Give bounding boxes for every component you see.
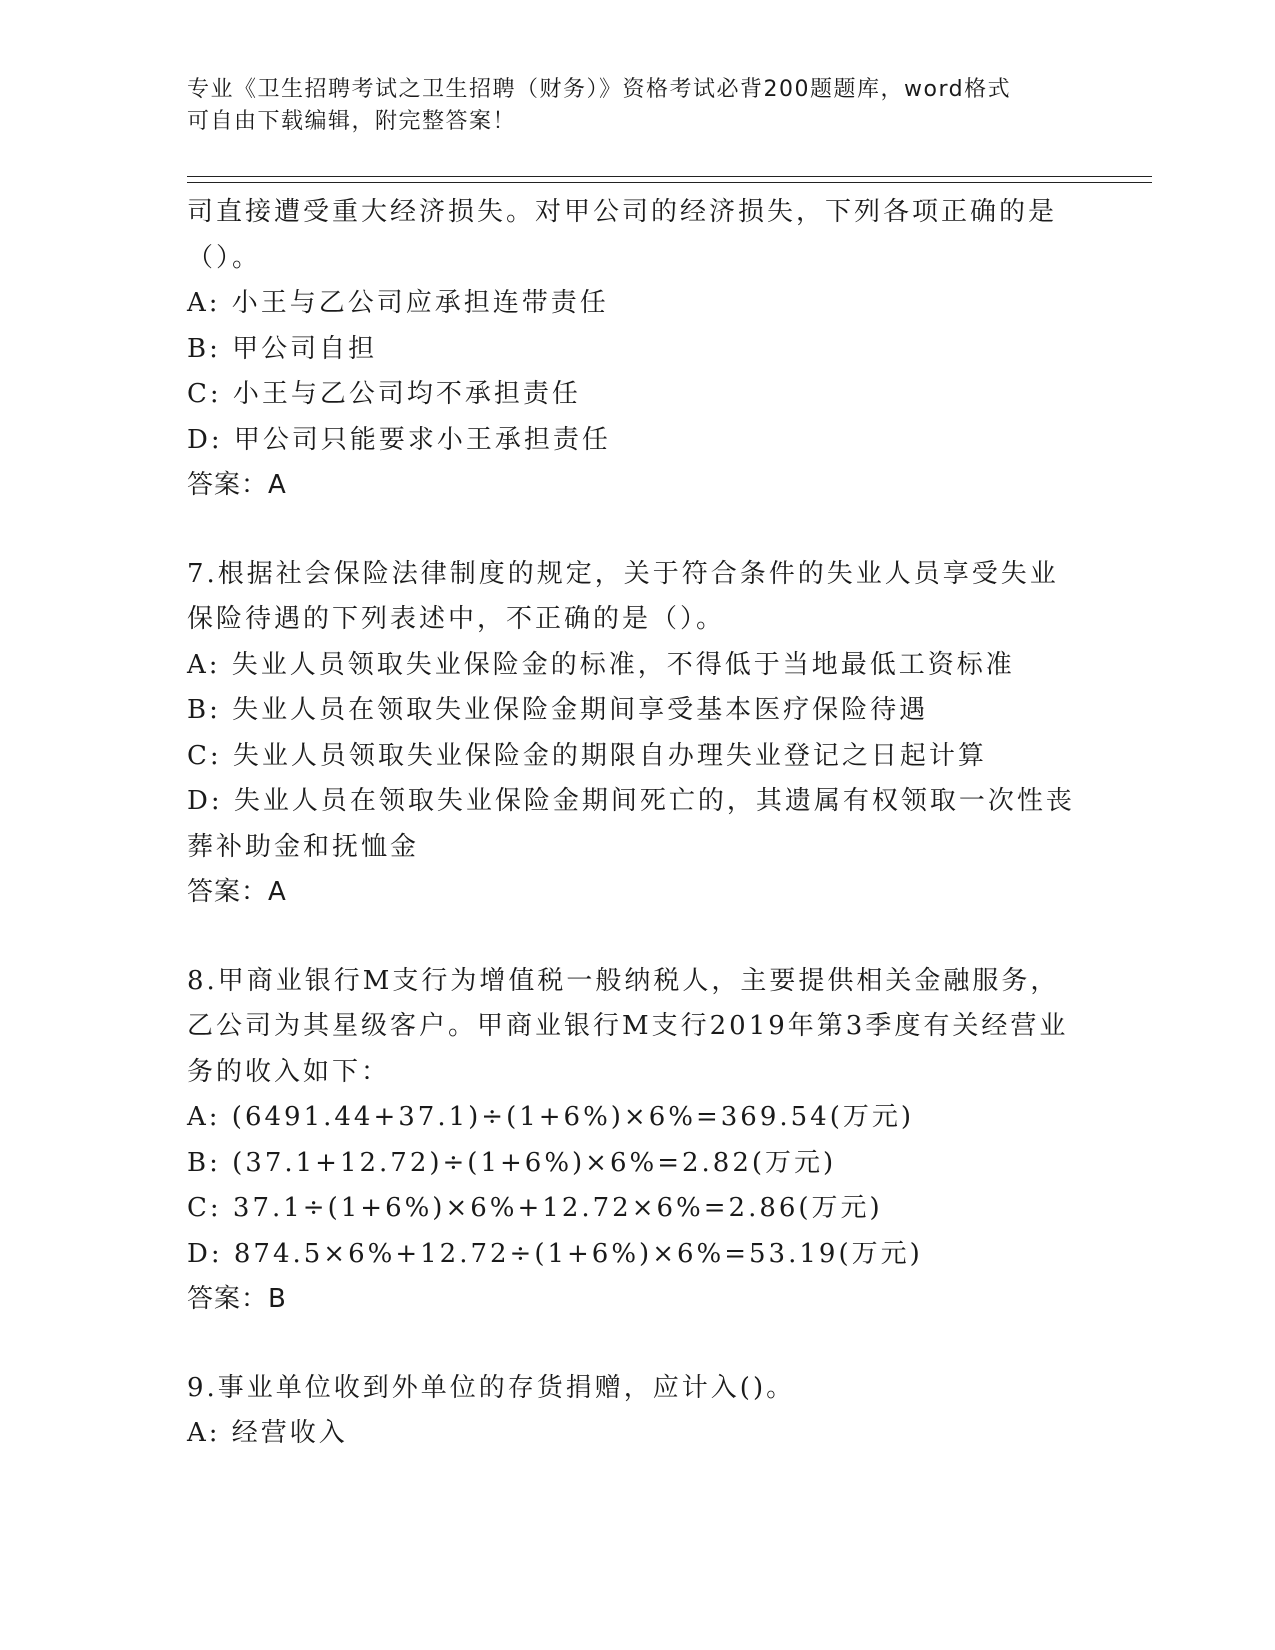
document-header (187, 74, 1067, 138)
question-list (187, 190, 1087, 1457)
question-9 (187, 1366, 1087, 1457)
header-divider-top (187, 176, 1152, 177)
question-6 (187, 190, 1087, 509)
option-d: D: 874.5×6%+12.72÷(1+6%)×6%=53.19(万元) (187, 1238, 923, 1269)
option-d: D: 甲公司只能要求小王承担责任 (187, 424, 611, 455)
question-stem: 乙公司为其星级客户。甲商业银行M支行2019年第3季度有关经营业 (187, 1011, 1069, 1041)
option-b: B: (37.1+12.72)÷(1+6%)×6%=2.82(万元) (187, 1147, 837, 1178)
option-b: B: 失业人员在领取失业保险金期间享受基本医疗保险待遇 (187, 695, 929, 725)
question-stem: 司直接遭受重大经济损失。对甲公司的经济损失，下列各项正确的是 (187, 197, 1058, 227)
option-a: A: (6491.44+37.1)÷(1+6%)×6%=369.54(万元) (187, 1102, 915, 1132)
header-divider-bottom (187, 182, 1152, 183)
spacer (187, 1323, 1087, 1366)
question-stem: 务的收入如下： (187, 1056, 391, 1087)
header-line-2: 可自由下载编辑，附完整答案！ (187, 109, 517, 134)
question-stem: 保险待遇的下列表述中，不正确的是（）。 (187, 604, 726, 634)
answer: 答案：A (187, 877, 287, 907)
option-c: C: 小王与乙公司均不承担责任 (187, 379, 581, 409)
question-7 (187, 552, 1087, 916)
spacer (187, 509, 1087, 552)
question-8 (187, 959, 1087, 1323)
option-b: B: 甲公司自担 (187, 333, 378, 364)
spacer (187, 916, 1087, 959)
option-d: D: 失业人员在领取失业保险金期间死亡的，其遗属有权领取一次性丧 (187, 786, 1075, 816)
option-c: C: 失业人员领取失业保险金的期限自办理失业登记之日起计算 (187, 740, 987, 771)
question-stem: 9.事业单位收到外单位的存货捐赠，应计入()。 (187, 1372, 796, 1403)
option-a: A: 经营收入 (187, 1418, 348, 1448)
question-stem: （）。 (187, 242, 262, 273)
option-c: C: 37.1÷(1+6%)×6%+12.72×6%=2.86(万元) (187, 1193, 883, 1223)
option-d-continued: 葬补助金和抚恤金 (187, 831, 420, 862)
header-line-1: 专业《卫生招聘考试之卫生招聘（财务）》资格考试必背200题题库，word格式 (187, 77, 1012, 102)
question-stem: 8.甲商业银行M支行为增值税一般纳税人，主要提供相关金融服务， (187, 965, 1060, 996)
question-stem: 7.根据社会保险法律制度的规定，关于符合条件的失业人员享受失业 (187, 558, 1059, 589)
answer: 答案：B (187, 1284, 287, 1314)
option-a: A: 失业人员领取失业保险金的标准，不得低于当地最低工资标准 (187, 649, 1015, 680)
answer: 答案：A (187, 470, 287, 500)
option-a: A: 小王与乙公司应承担连带责任 (187, 288, 609, 318)
